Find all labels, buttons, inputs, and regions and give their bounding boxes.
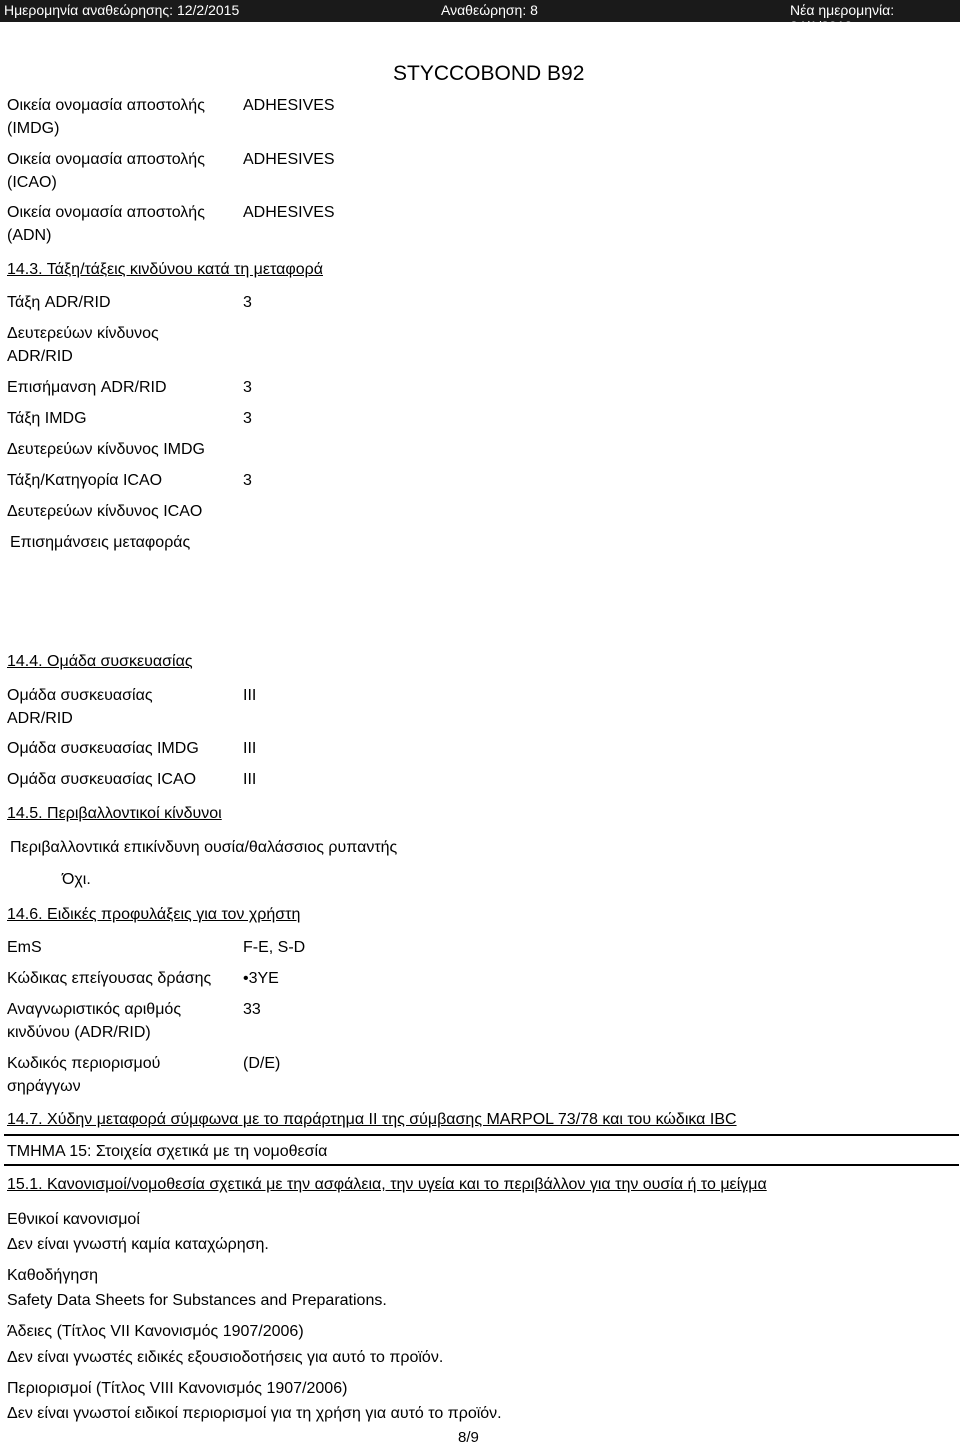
section-divider-bottom: [4, 1164, 959, 1166]
authorisations-title: Άδειες (Τίτλος VII Κανονισμός 1907/2006): [7, 1323, 304, 1340]
ems-label: EmS: [7, 939, 42, 956]
shipping-name-value-adn: ADHESIVES: [243, 204, 335, 221]
section-15-title: ΤΜΗΜΑ 15: Στοιχεία σχετικά με τη νομοθεσία: [7, 1143, 328, 1160]
guidance-text: Safety Data Sheets for Substances and Preparations.: [7, 1292, 387, 1309]
imdg-class-value: 3: [243, 410, 252, 427]
packing-group-adr-value: III: [243, 687, 257, 704]
marine-pollutant-value: Όχι.: [62, 871, 91, 888]
tunnel-restriction-code-value: (D/E): [243, 1055, 281, 1072]
shipping-name-value-imdg: ADHESIVES: [243, 97, 335, 114]
packing-group-imdg-label: Ομάδα συσκευασίας IMDG: [7, 740, 199, 757]
marine-pollutant-label: Περιβαλλοντικά επικίνδυνη ουσία/θαλάσσιος ρυπαντής: [10, 839, 398, 856]
new-date: Νέα ημερομηνία: 24/1/2013: [790, 2, 895, 34]
packing-group-imdg-value: III: [243, 740, 257, 757]
shipping-name-label-adn: Οικεία ονομασία αποστολής (ADN): [7, 204, 205, 244]
section-14-7-heading: 14.7. Χύδην μεταφορά σύμφωνα με το παράρτημα II της σύμβασης MARPOL 73/78 και του κώδικα IBC: [7, 1111, 737, 1128]
document-header: [0, 0, 960, 34]
packing-group-icao-label: Ομάδα συσκευασίας ICAO: [7, 771, 197, 788]
hazard-id-number-value: 33: [243, 1001, 261, 1018]
hazard-id-number-label: Αναγνωριστικός αριθμός κινδύνου (ADR/RID): [7, 1001, 182, 1041]
page-number: 8/9: [458, 1429, 479, 1446]
packing-group-adr-label: Ομάδα συσκευασίας ADR/RID: [7, 687, 153, 727]
restrictions-text: Δεν είναι γνωστοί ειδικοί περιορισμοί για τη χρήση για αυτό το προϊόν.: [7, 1405, 502, 1422]
section-14-5-heading: 14.5. Περιβαλλοντικοί κίνδυνοι: [7, 805, 222, 822]
section-14-6-heading: 14.6. Ειδικές προφυλάξεις για τον χρήστη: [7, 906, 301, 923]
adr-label-label: Επισήμανση ADR/RID: [7, 379, 167, 396]
revision-number: Αναθεώρηση: 8: [441, 2, 538, 18]
section-14-4-heading: 14.4. Ομάδα συσκευασίας: [7, 653, 193, 670]
shipping-name-value-icao: ADHESIVES: [243, 151, 335, 168]
adr-class-label: Τάξη ADR/RID: [7, 294, 111, 311]
authorisations-text: Δεν είναι γνωστές ειδικές εξουσιοδοτήσεις για αυτό το προϊόν.: [7, 1349, 444, 1366]
national-regulations-text: Δεν είναι γνωστή καμία καταχώρηση.: [7, 1236, 269, 1253]
section-14-3-heading: 14.3. Τάξη/τάξεις κινδύνου κατά τη μεταφορά: [7, 261, 323, 278]
national-regulations-title: Εθνικοί κανονισμοί: [7, 1211, 140, 1228]
ems-value: F-E, S-D: [243, 939, 306, 956]
emergency-action-code-label: Κώδικας επείγουσας δράσης: [7, 970, 212, 987]
shipping-name-label-imdg: Οικεία ονομασία αποστολής (IMDG): [7, 97, 205, 137]
imdg-subsidiary-risk-label: Δευτερεύων κίνδυνος IMDG: [7, 441, 205, 458]
revision-date: Ημερομηνία αναθεώρησης: 12/2/2015: [4, 2, 240, 18]
icao-class-label: Τάξη/Κατηγορία ICAO: [7, 472, 163, 489]
adr-label-value: 3: [243, 379, 252, 396]
section-15-1-heading: 15.1. Κανονισμοί/νομοθεσία σχετικά με την ασφάλεια, την υγεία και το περιβάλλον για την ουσία ή το μείγμα: [7, 1176, 767, 1193]
emergency-action-code-value: •3YE: [243, 970, 279, 987]
restrictions-title: Περιορισμοί (Τίτλος VIII Κανονισμός 1907/2006): [7, 1380, 348, 1397]
icao-subsidiary-risk-label: Δευτερεύων κίνδυνος ICAO: [7, 503, 203, 520]
icao-class-value: 3: [243, 472, 252, 489]
adr-subsidiary-risk-label: Δευτερεύων κίνδυνος ADR/RID: [7, 325, 159, 365]
imdg-class-label: Τάξη IMDG: [7, 410, 87, 427]
shipping-name-label-icao: Οικεία ονομασία αποστολής (ICAO): [7, 151, 205, 191]
packing-group-icao-value: III: [243, 771, 257, 788]
product-name: STYCCOBOND B92: [393, 62, 585, 85]
guidance-title: Καθοδήγηση: [7, 1267, 98, 1284]
transport-labels-label: Επισημάνσεις μεταφοράς: [10, 534, 191, 551]
section-divider-top: [4, 1134, 959, 1136]
tunnel-restriction-code-label: Κωδικός περιορισμού σηράγγων: [7, 1055, 161, 1095]
adr-class-value: 3: [243, 294, 252, 311]
